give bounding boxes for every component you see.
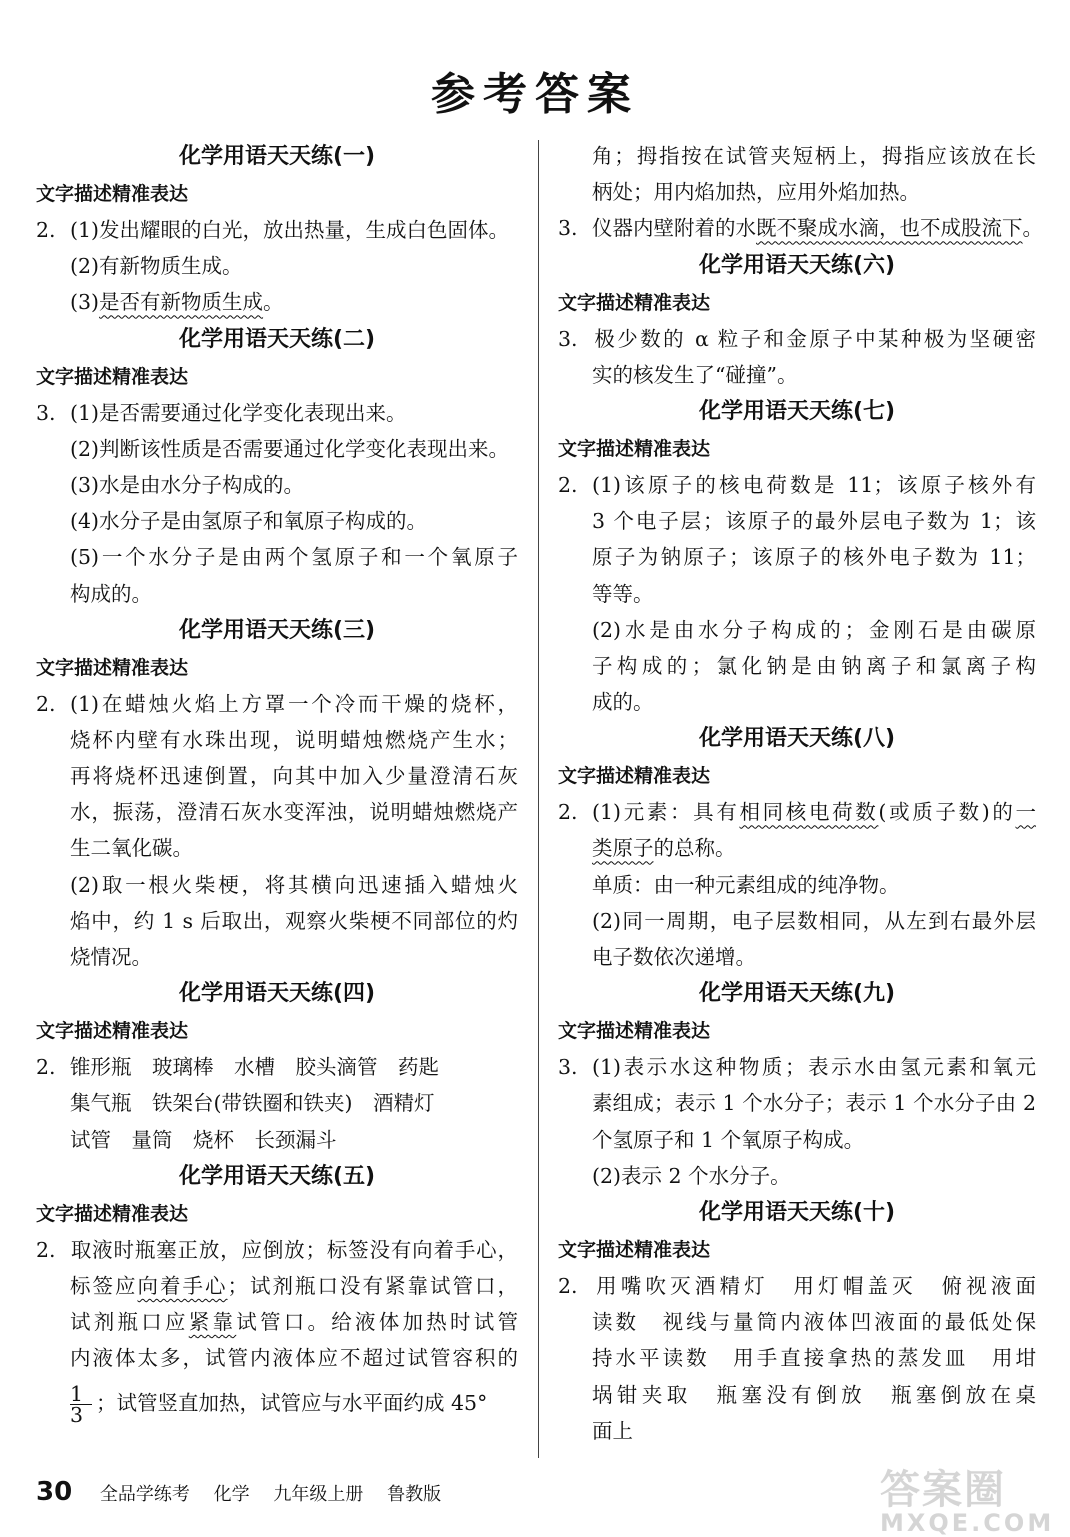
- answer-line: [36, 212, 518, 248]
- page-number: 30: [36, 1477, 73, 1507]
- section-subheading: 文字描述精准表达: [558, 765, 711, 788]
- right-column: [558, 138, 1043, 1449]
- answer-line: [36, 686, 518, 722]
- section-subheading: 文字描述精准表达: [36, 656, 189, 679]
- answer-text: ；试剂瓶口没有紧靠试管口，: [227, 1273, 518, 1298]
- site-watermark-logo: [880, 1458, 1060, 1537]
- section-subheading: 文字描述精准表达: [558, 291, 711, 314]
- answer-line: (2)表示 2 个水分子。: [592, 1163, 791, 1188]
- question-number: 3.: [36, 400, 56, 425]
- answer-text: 锥形瓶 玻璃棒 水槽 胶头滴管 药匙: [70, 1055, 439, 1080]
- question-number: 2.: [36, 218, 56, 242]
- fraction-numerator: 1: [70, 1381, 84, 1406]
- emphasized-text: 一: [1015, 800, 1037, 825]
- question-number: 2.: [558, 472, 578, 497]
- answer-text: 的总称。: [653, 836, 736, 861]
- answer-text: (1)发出耀眼的白光，放出热量，生成白色固体。: [70, 218, 510, 242]
- emphasized-text: 相同核电荷数: [739, 800, 879, 825]
- answer-line: (4)水分子是由氢原子和氧原子构成的。: [70, 509, 428, 534]
- answer-text: (1)在蜡烛火焰上方罩一个冷而干燥的烧杯，: [70, 691, 518, 716]
- answer-line: 埚钳夹取 瓶塞没有倒放 瓶塞倒放在桌: [592, 1382, 1036, 1407]
- question-number: 2.: [36, 691, 56, 716]
- answer-line: 柄处；用内焰加热，应用外焰加热。: [592, 180, 920, 205]
- page-footer: [36, 1472, 459, 1512]
- answer-line: [36, 1268, 518, 1304]
- answer-line: 集气瓶 铁架台(带铁圈和铁夹) 酒精灯: [70, 1091, 435, 1116]
- answer-line: 实的核发生了“碰撞”。: [592, 362, 798, 387]
- question-number: 2.: [36, 1055, 56, 1080]
- answer-text: 试剂瓶口应: [70, 1310, 189, 1335]
- answer-text: (1)是否需要通过化学变化表现出来。: [70, 400, 407, 425]
- page-title: 参考答案: [431, 69, 639, 120]
- answer-line: [36, 1304, 518, 1340]
- section-subheading: 文字描述精准表达: [36, 1020, 189, 1043]
- subject-name: 化学: [213, 1484, 250, 1505]
- answer-line: [558, 830, 1036, 866]
- emphasized-text: 类原子: [592, 836, 654, 861]
- answer-line: 水，振荡，澄清石灰水变浑浊，说明蜡烛燃烧产: [70, 800, 518, 825]
- section-title: 化学用语天天练(一): [178, 144, 376, 169]
- section-subheading: 文字描述精准表达: [558, 1238, 711, 1261]
- answer-line: (2)同一周期，电子层数相同，从左到右最外层: [592, 908, 1036, 933]
- answer-text: 试管口。给液体加热时试管: [236, 1310, 518, 1335]
- emphasized-text: 既不聚成水滴，也不成股流下: [756, 216, 1023, 241]
- answer-text: 用嘴吹灭酒精灯 用灯帽盖灭 俯视液面: [592, 1273, 1036, 1298]
- answer-line: [558, 467, 1036, 503]
- answer-line: 成的。: [592, 690, 654, 715]
- answer-line: 等等。: [592, 581, 654, 606]
- section-title: 化学用语天天练(三): [178, 617, 376, 643]
- section-subheading: 文字描述精准表达: [558, 1020, 711, 1043]
- answer-text: 仪器内壁附着的水: [592, 216, 756, 241]
- answer-line: 原子为钠原子；该原子的核外电子数为 11；: [592, 545, 1036, 570]
- answer-text: 。: [1022, 216, 1043, 241]
- answer-line: (3)水是由水分子构成的。: [70, 472, 305, 497]
- answer-text: (3): [70, 290, 100, 315]
- answer-line: 内液体太多，试管内液体应不超过试管容积的: [70, 1346, 518, 1371]
- answer-text: (1)该原子的核电荷数是 11；该原子核外有: [592, 472, 1036, 497]
- section-title: 化学用语天天练(七): [698, 398, 896, 424]
- answer-line: 焰中，约 1 s 后取出，观察火柴梗不同部位的灼: [70, 908, 518, 933]
- answer-line: [36, 1049, 518, 1085]
- answer-line: 个氢原子和 1 个氧原子构成。: [592, 1127, 865, 1152]
- section-title: 化学用语天天练(八): [698, 726, 896, 752]
- answer-line: 素组成；表示 1 个水分子；表示 1 个水分子由 2: [592, 1091, 1036, 1116]
- answer-line: (2)判断该性质是否需要通过化学变化表现出来。: [70, 436, 510, 461]
- answer-line: 面上: [592, 1418, 633, 1443]
- answer-line: 电子数依次递增。: [592, 945, 756, 969]
- answer-text: ；试管竖直加热，试管应与水平面约成 45°: [96, 1390, 488, 1415]
- emphasized-text: 是否有新物质生成: [99, 290, 264, 315]
- answer-line: [558, 210, 1043, 246]
- answer-line: [36, 1232, 518, 1268]
- watermark-text: 答案圈: [880, 1467, 1006, 1513]
- answer-line: 单质：由一种元素组成的纯净物。: [592, 872, 900, 897]
- answer-line: [558, 1268, 1036, 1304]
- question-number: 3.: [558, 216, 578, 241]
- section-title: 化学用语天天练(二): [178, 326, 376, 352]
- answer-line: [558, 321, 1036, 357]
- answer-line: 烧杯内壁有水珠出现，说明蜡烛燃烧产生水；: [70, 727, 518, 752]
- answer-line: (5)一个水分子是由两个氢原子和一个氧原子: [70, 545, 518, 570]
- answer-line: 持水平读数 用手直接拿热的蒸发皿 用坩: [592, 1346, 1036, 1371]
- grade-name: 九年级上册: [273, 1484, 364, 1505]
- answer-text: 标签应: [70, 1273, 138, 1298]
- emphasized-text: 向着手心: [137, 1273, 228, 1298]
- left-column: [36, 138, 518, 1429]
- watermark-url: MXQE.COM: [880, 1509, 1055, 1537]
- question-number: 3.: [558, 326, 578, 351]
- section-subheading: 文字描述精准表达: [36, 183, 189, 205]
- section-title: 化学用语天天练(五): [178, 1163, 376, 1189]
- answer-text: (1)元素：具有: [592, 800, 740, 825]
- fraction-one-third: [70, 1381, 92, 1427]
- answer-line: 烧情况。: [70, 945, 152, 969]
- answer-text: 取液时瓶塞正放，应倒放；标签没有向着手心，: [70, 1237, 518, 1262]
- answer-text: (或质子数)的: [878, 800, 1016, 825]
- edition-name: 鲁教版: [387, 1484, 442, 1505]
- answer-line: 读数 视线与量筒内液体凹液面的最低处保: [592, 1310, 1036, 1335]
- answer-line: [36, 1377, 518, 1429]
- section-subheading: 文字描述精准表达: [36, 365, 189, 388]
- book-name: 全品学练考: [99, 1484, 190, 1505]
- question-number: 2.: [558, 1273, 578, 1298]
- emphasized-text: 紧靠: [188, 1310, 237, 1335]
- column-divider: [538, 140, 539, 1458]
- answer-line: 3 个电子层；该原子的最外层电子数为 1；该: [592, 509, 1036, 534]
- answer-line: 构成的。: [70, 581, 152, 606]
- answer-line: 子构成的；氯化钠是由钠离子和氯离子构: [592, 653, 1036, 678]
- answer-line: (2)有新物质生成。: [70, 254, 243, 279]
- answer-line: 角；拇指按在试管夹短柄上，拇指应该放在长: [592, 144, 1036, 168]
- answer-text: 极少数的 α 粒子和金原子中某种极为坚硬密: [592, 326, 1036, 351]
- answer-line: 再将烧杯迅速倒置，向其中加入少量澄清石灰: [70, 764, 518, 789]
- answer-line: [36, 395, 518, 431]
- answer-line: [558, 794, 1036, 830]
- section-title: 化学用语天天练(十): [698, 1199, 896, 1225]
- question-number: 3.: [558, 1055, 578, 1080]
- section-title: 化学用语天天练(四): [178, 981, 376, 1007]
- answer-text: 。: [263, 290, 284, 315]
- answer-line: [36, 284, 518, 320]
- answer-text: (1)表示水这种物质；表示水由氢元素和氧元: [592, 1055, 1036, 1080]
- section-title: 化学用语天天练(六): [698, 252, 896, 278]
- answer-line: [558, 1049, 1036, 1085]
- section-title: 化学用语天天练(九): [698, 981, 896, 1007]
- question-number: 2.: [558, 800, 578, 825]
- section-subheading: 文字描述精准表达: [558, 437, 711, 460]
- section-subheading: 文字描述精准表达: [36, 1202, 189, 1225]
- answer-line: 试管 量筒 烧杯 长颈漏斗: [70, 1127, 337, 1152]
- question-number: 2.: [36, 1237, 56, 1262]
- answer-line: (2)水是由水分子构成的；金刚石是由碳原: [592, 617, 1036, 642]
- answer-line: 生二氧化碳。: [70, 836, 193, 861]
- answer-line: (2)取一根火柴梗，将其横向迅速插入蜡烛火: [70, 872, 518, 897]
- fraction-denominator: 3: [70, 1404, 92, 1425]
